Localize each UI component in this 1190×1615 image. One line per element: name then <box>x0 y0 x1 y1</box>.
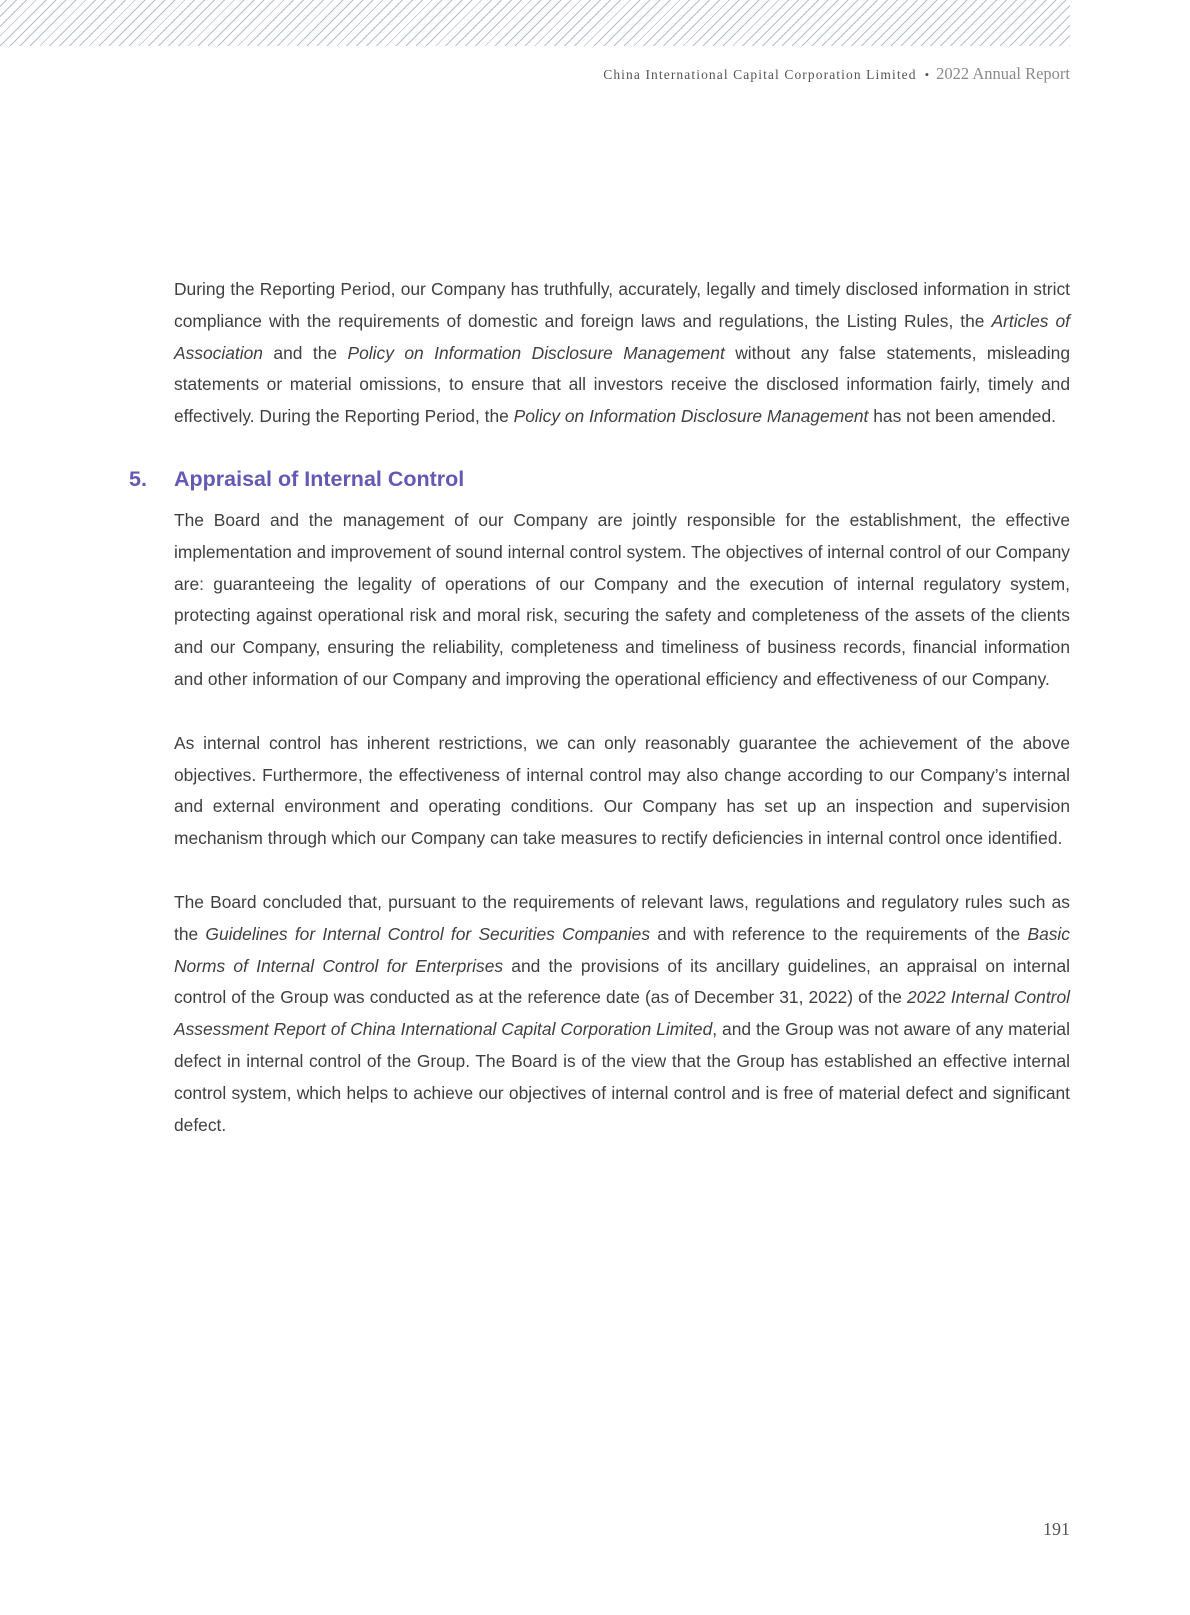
header-report-title: 2022 Annual Report <box>936 64 1070 83</box>
running-header <box>603 64 1070 85</box>
text-run: and the provisions of its ancillary guidelines, an appraisal on internal control of the Group was conducted as at the reference date (as of December 31, 2022) of the <box>174 955 1070 1008</box>
page-number: 191 <box>1043 1519 1070 1539</box>
text-run: , and the Group was not aware of any material defect in internal control of the Group. The Board is of the view that the Group has established an effective internal control system, which helps to achieve our objectives of internal control and is free of material defect and significant defect. <box>174 1019 1070 1135</box>
text-run: without any false statements, misleading statements or material omissions, to ensure that all investors receive the disclosed information fairly, timely and effectively. During the Reporting Period, the <box>174 342 1070 427</box>
paragraph-spacer <box>174 855 1070 887</box>
italic-title: Policy on Information Disclosure Management <box>347 342 725 363</box>
page-content <box>129 274 1070 1141</box>
section-number: 5. <box>129 466 147 491</box>
text-run: and the <box>262 342 348 363</box>
text-run: During the Reporting Period, our Company has truthfully, accurately, legally and timely disclosed information in strict compliance with the requirements of domestic and foreign laws and regulations, the Listing Rules, the <box>174 279 1070 331</box>
italic-title: Policy on Information Disclosure Management <box>513 406 869 427</box>
text-run: The Board concluded that, pursuant to the requirements of relevant laws, regulations and regulatory rules such as the <box>174 891 1070 944</box>
italic-title: 2022 Internal Control Assessment Report of China International Capital Corporation Limited <box>174 987 1070 1040</box>
italic-title: Articles of Association <box>174 310 1070 363</box>
decorative-hatch-band <box>0 0 1070 46</box>
text-run: has not been amended. <box>868 406 1056 427</box>
body-paragraph-2: As internal control has inherent restrictions, we can only reasonably guarantee the achievement of the above objectives. Furthermore, the effectiveness of internal control may also change according to our Company’s internal and external environment and operating conditions. Our Company has set up an inspection and supervision mechanism through which our Company can take measures to rectify deficiencies in internal control once identified. <box>174 732 1070 849</box>
section-title: Appraisal of Internal Control <box>174 466 465 491</box>
text-run: and with reference to the requirements of the <box>650 923 1028 944</box>
section-heading <box>129 464 1070 494</box>
italic-title: Guidelines for Internal Control for Securities Companies <box>205 923 651 944</box>
body-paragraph-1: The Board and the management of our Company are jointly responsible for the establishment, the effective implementation and improvement of sound internal control system. The objectives of internal control of our Company are: guaranteeing the legality of operations of our Company and the execution of internal regulatory system, protecting against operational risk and moral risk, securing the safety and completeness of the assets of the clients and our Company, ensuring the reliability, completeness and timeliness of business records, financial information and other information of our Company and improving the operational efficiency and effectiveness of our Company. <box>174 509 1070 689</box>
paragraph-spacer <box>174 696 1070 728</box>
header-bullet: • <box>924 67 930 82</box>
italic-title: Basic Norms of Internal Control for Enterprises <box>174 923 1070 976</box>
header-company-name: China International Capital Corporation Limited <box>603 67 917 82</box>
intro-paragraph <box>174 274 1070 433</box>
body-paragraph-3 <box>174 887 1070 1141</box>
